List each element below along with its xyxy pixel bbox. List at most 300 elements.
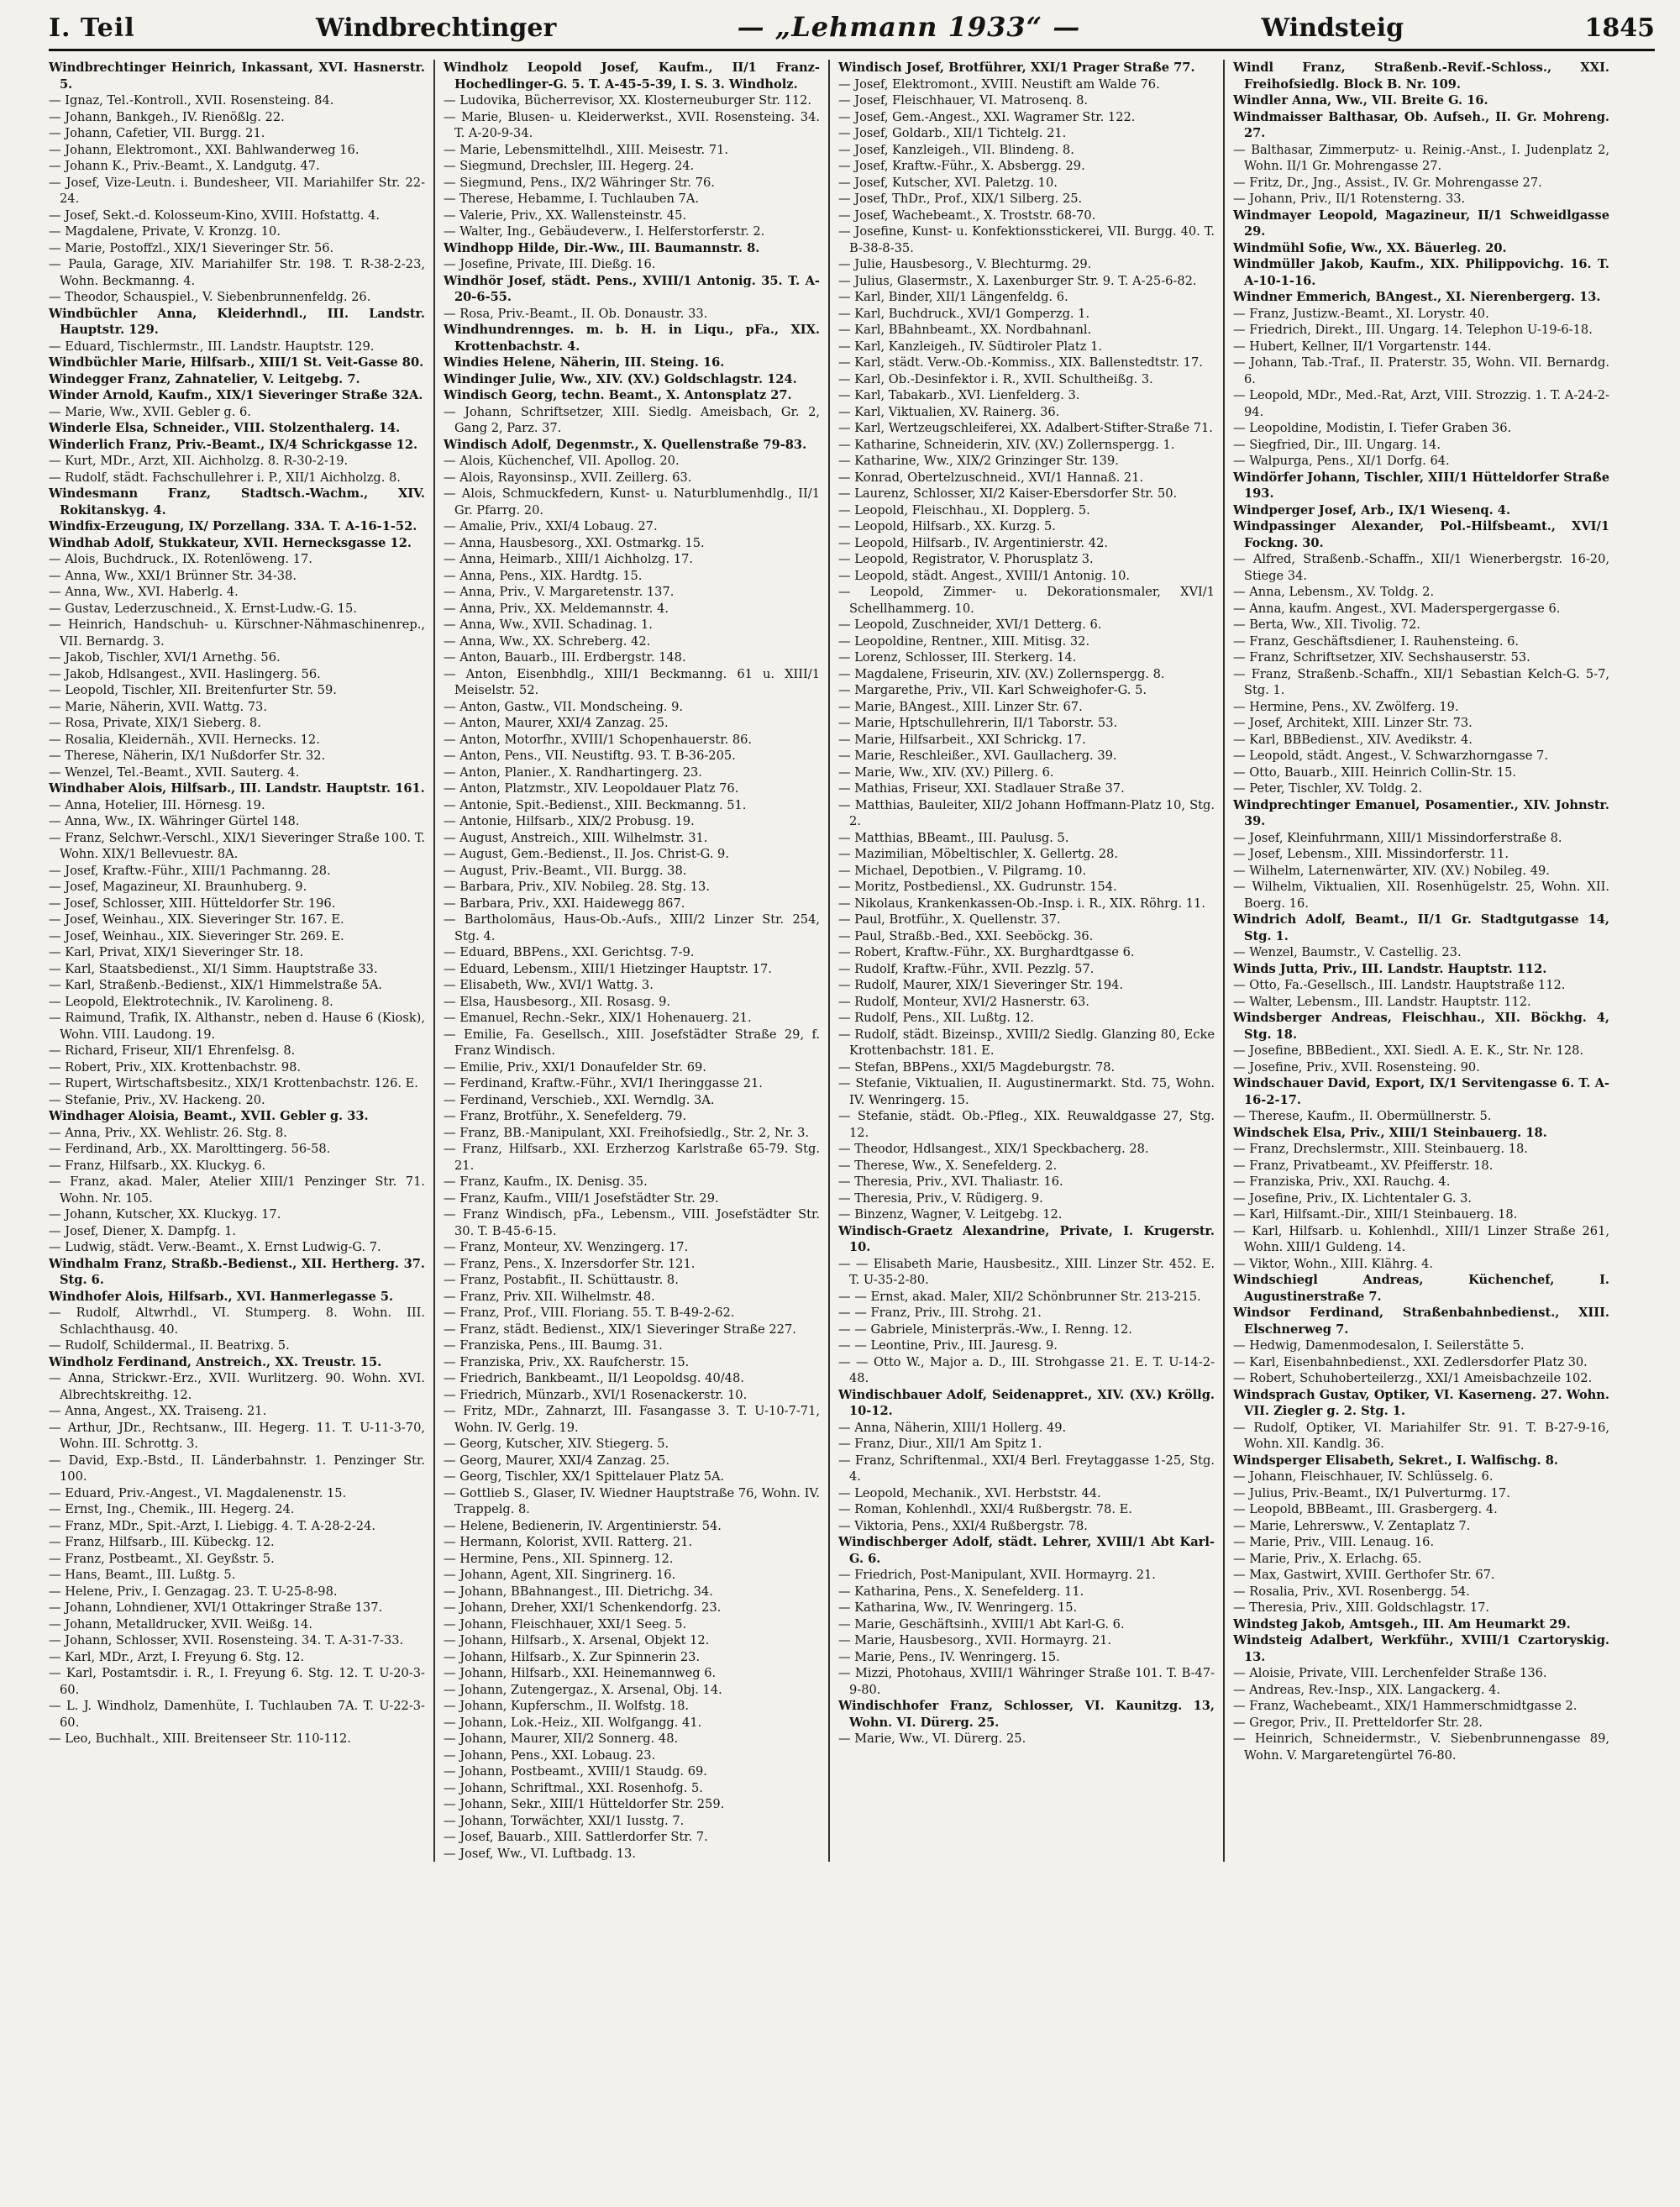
- directory-entry: — Anna, Priv., V. Margaretenstr. 137.: [444, 585, 675, 599]
- directory-entry: — Matthias, BBeamt., III. Paulusg. 5.: [838, 830, 1069, 845]
- directory-entry: — Mizzi, Photohaus, XVIII/1 Währinger Straße 101. T. B-47-9-80.: [838, 1666, 1215, 1697]
- directory-entry: Windbüchler Anna, Kleiderhndl., III. Landstr. Hauptstr. 129.: [49, 306, 425, 337]
- directory-entry: — Anton, Planier., X. Randhartingerg. 23.: [444, 765, 702, 780]
- directory-entry: — Josefine, BBBedient., XXI. Siedl. A. E. K., Str. Nr. 128.: [1233, 1043, 1584, 1058]
- directory-entry: — Helene, Priv., I. Genzagag. 23. T. U-25-8-98.: [49, 1584, 338, 1599]
- directory-entry: — Johann, Schriftmal., XXI. Rosenhofg. 5.: [444, 1780, 703, 1795]
- directory-entry: — Rudolf, Optiker, VI. Mariahilfer Str. 91. T. B-27-9-16, Wohn. XII. Kandlg. 36.: [1233, 1420, 1609, 1451]
- directory-entry: — August, Gem.-Bedienst., II. Jos. Christ-G. 9.: [444, 847, 729, 861]
- directory-entry: — Robert, Kraftw.-Führ., XX. Burghardtgasse 6.: [838, 945, 1135, 959]
- directory-entry: — Franz, BB.-Manipulant, XXI. Freihofsiedlg., Str. 2, Nr. 3.: [444, 1125, 810, 1140]
- directory-entry: — Friedrich, Bankbeamt., II/1 Leopoldsg. 40/48.: [444, 1371, 744, 1385]
- directory-entry: — Nikolaus, Krankenkassen-Ob.-Insp. i. R., XIX. Röhrg. 11.: [838, 896, 1205, 911]
- directory-entry: — Josef, Magazineur, XI. Braunhuberg. 9.: [49, 880, 307, 894]
- directory-entry: — — Otto W., Major a. D., III. Strohgasse 21. E. T. U-14-2-48.: [838, 1354, 1215, 1385]
- directory-entry: — Georg, Tischler, XX/1 Spittelauer Platz 5A.: [444, 1469, 725, 1484]
- directory-entry: — Josef, Sekt.-d. Kolosseum-Kino, XVIII. Hofstattg. 4.: [49, 208, 380, 223]
- directory-entry: — Stefanie, städt. Ob.-Pfleg., XIX. Reuwaldgasse 27, Stg. 12.: [838, 1109, 1215, 1140]
- directory-entry: — Theresia, Priv., V. Rüdigerg. 9.: [838, 1190, 1043, 1206]
- directory-entry: — Fritz, MDr., Zahnarzt, III. Fasangasse 3. T. U-10-7-71, Wohn. IV. Gerlg. 19.: [444, 1404, 820, 1435]
- directory-entry: — Leopold, städt. Angest., V. Schwarzhorngasse 7.: [1233, 749, 1548, 763]
- directory-entry: — Helene, Bedienerin, IV. Argentinierstr. 54.: [444, 1518, 722, 1533]
- directory-entry: — Johann, Postbeamt., XVIII/1 Staudg. 69.: [444, 1764, 707, 1779]
- directory-entry: — Franz, städt. Bedienst., XIX/1 Sieveringer Straße 227.: [444, 1322, 796, 1337]
- directory-entry: — Franz, Straßenb.-Schaffn., XII/1 Sebastian Kelch-G. 5-7, Stg. 1.: [1233, 666, 1609, 697]
- directory-entry: — Rudolf, Pens., XII. Lußtg. 12.: [838, 1011, 1034, 1025]
- directory-entry: Windprechtinger Emanuel, Posamentier., XIV. Johnstr. 39.: [1233, 797, 1609, 828]
- directory-entry: — Franz, Privatbeamt., XV. Pfeifferstr. 18.: [1233, 1158, 1494, 1173]
- directory-entry: — Josef, Vize-Leutn. i. Bundesheer, VII. Mariahilfer Str. 22-24.: [49, 175, 425, 206]
- directory-entry: Windschek Elsa, Priv., XIII/1 Steinbauerg. 18.: [1233, 1125, 1547, 1140]
- directory-entry: — Eduard, Lebensm., XIII/1 Hietzinger Hauptstr. 17.: [444, 961, 772, 976]
- directory-entry: Winderlich Franz, Priv.-Beamt., IX/4 Schrickgasse 12.: [49, 437, 418, 452]
- directory-entry: — Josef, Wachebeamt., X. Troststr. 68-70.: [838, 208, 1096, 223]
- directory-entry: — Josef, Diener, X. Dampfg. 1.: [49, 1223, 237, 1238]
- directory-entry: — Anna, Strickwr.-Erz., XVII. Wurlitzerg. 90. Wohn. XVI. Albrechtskreithg. 12.: [49, 1371, 425, 1402]
- directory-entry: — Katharina, Pens., X. Senefelderg. 11.: [838, 1584, 1084, 1599]
- directory-entry: — Karl, Kanzleigeh., IV. Südtiroler Platz 1.: [838, 339, 1102, 354]
- directory-entry: — Robert, Schuhoberteilerzg., XXI/1 Ameisbachzeile 102.: [1233, 1371, 1593, 1385]
- directory-entry: — Josef, Fleischhauer, VI. Matrosenq. 8.: [838, 93, 1089, 108]
- directory-entry: — Rudolf, städt. Fachschullehrer i. P., XII/1 Aichholzg. 8.: [49, 470, 401, 485]
- directory-entry: Windmayer Leopold, Magazineur, II/1 Schweidlgasse 29.: [1233, 208, 1609, 239]
- directory-entry: — Alois, Küchenchef, VII. Apollog. 20.: [444, 454, 680, 468]
- directory-entry: — Anna, Näherin, XIII/1 Hollerg. 49.: [838, 1420, 1067, 1435]
- directory-entry: — Theodor, Schauspiel., V. Siebenbrunnenfeldg. 26.: [49, 290, 371, 304]
- directory-entry: — Karl, Straßenb.-Bedienst., XIX/1 Himmelstraße 5A.: [49, 978, 382, 992]
- directory-entry: — Hubert, Kellner, II/1 Vorgartenstr. 144.: [1233, 339, 1492, 354]
- directory-entry: — Anton, Pens., VII. Neustiftg. 93. T. B-36-205.: [444, 749, 736, 763]
- directory-entry: — Anton, Platzmstr., XIV. Leopoldauer Platz 76.: [444, 781, 739, 796]
- directory-entry: — Karl, BBahnbeamt., XX. Nordbahnanl.: [838, 323, 1092, 337]
- directory-entry: — Josef, Schlosser, XIII. Hütteldorfer Str. 196.: [49, 896, 336, 911]
- directory-entry: — Georg, Maurer, XXI/4 Zanzag. 25.: [444, 1453, 670, 1468]
- directory-entry: — Anna, Ww., XX. Schreberg. 42.: [444, 633, 651, 649]
- directory-entry: — Johann, Lok.-Heiz., XII. Wolfgangg. 41.: [444, 1715, 702, 1730]
- directory-entry: — Wenzel, Baumstr., V. Castellig. 23.: [1233, 945, 1462, 959]
- directory-entry: — Johann, Kupferschm., II. Wolfstg. 18.: [444, 1699, 690, 1713]
- directory-entry: — Rudolf, Kraftw.-Führ., XVII. Pezzlg. 57.: [838, 961, 1095, 976]
- directory-entry: — Karl, städt. Verw.-Ob.-Kommiss., XIX. Ballenstedtstr. 17.: [838, 355, 1203, 370]
- directory-entry: — Josef, Kutscher, XVI. Paletzg. 10.: [838, 175, 1058, 190]
- directory-entry: — Rudolf, Maurer, XIX/1 Sieveringer Str. 194.: [838, 978, 1124, 992]
- directory-entry: — Marie, Priv., VIII. Lenaug. 16.: [1233, 1535, 1435, 1549]
- directory-entry: — Robert, Priv., XIX. Krottenbachstr. 98.: [49, 1059, 302, 1075]
- directory-entry: Windler Anna, Ww., VII. Breite G. 16.: [1233, 93, 1488, 108]
- directory-entry: — Katharine, Schneiderin, XIV. (XV.) Zollernspergg. 1.: [838, 437, 1175, 452]
- directory-entry: — Emilie, Priv., XXI/1 Donaufelder Str. 69.: [444, 1059, 706, 1075]
- directory-entry: — Karl, Buchdruck., XVI/1 Gomperzg. 1.: [838, 306, 1090, 321]
- header-title: — „Lehmann 1933“ —: [737, 11, 1081, 43]
- directory-entry: — Leopoldine, Modistin, I. Tiefer Graben 36.: [1233, 421, 1512, 435]
- directory-entry: — Anton, Gastw., VII. Mondscheing. 9.: [444, 699, 684, 714]
- directory-entry: — Johann, Schlosser, XVII. Rosensteing. 34. T. A-31-7-33.: [49, 1633, 404, 1647]
- directory-entry: — Franz Windisch, pFa., Lebensm., VIII. Josefstädter Str. 30. T. B-45-6-15.: [444, 1207, 820, 1238]
- directory-entry: — Magdalene, Private, V. Kronzg. 10.: [49, 224, 281, 239]
- directory-entry: — Franz, MDr., Spit.-Arzt, I. Liebigg. 4. T. A-28-2-24.: [49, 1518, 375, 1533]
- directory-entry: — Anna, Pens., XIX. Hardtg. 15.: [444, 568, 643, 583]
- directory-entry: — Georg, Kutscher, XIV. Stiegerg. 5.: [444, 1437, 669, 1451]
- directory-entry: — Antonie, Spit.-Bedienst., XIII. Beckmanng. 51.: [444, 797, 747, 812]
- directory-entry: Windholz Ferdinand, Anstreich., XX. Treustr. 15.: [49, 1354, 382, 1369]
- directory-entry: — Gustav, Lederzuschneid., X. Ernst-Ludw.-G. 15.: [49, 601, 357, 616]
- directory-entry: Windhab Adolf, Stukkateur, XVII. Hernecksgasse 12.: [49, 535, 412, 550]
- directory-entry: — Eduard, Tischlermstr., III. Landstr. Hauptstr. 129.: [49, 339, 375, 354]
- directory-entry: — Theresia, Priv., XVI. Thaliastr. 16.: [838, 1174, 1063, 1189]
- directory-entry: — Johann, Dreher, XXI/1 Schenkendorfg. 23.: [444, 1600, 722, 1615]
- directory-entry: — Anna, Ww., IX. Währinger Gürtel 148.: [49, 814, 300, 828]
- directory-entry: Windner Emmerich, BAngest., XI. Nierenbergerg. 13.: [1233, 290, 1601, 304]
- directory-entry: — Franz, Hilfsarb., XXI. Erzherzog Karlstraße 65-79. Stg. 21.: [444, 1142, 820, 1173]
- directory-entry: — Roman, Kohlenhdl., XXI/4 Rußbergstr. 78. E.: [838, 1502, 1132, 1516]
- directory-entry: — Anna, Hausbesorg., XXI. Ostmarkg. 15.: [444, 535, 705, 550]
- directory-entry: — Jakob, Tischler, XVI/1 Arnethg. 56.: [49, 650, 281, 665]
- directory-entry: — Anna, Angest., XX. Traiseng. 21.: [49, 1404, 267, 1418]
- directory-entry: — Franz, Postbeamt., XI. Geyßstr. 5.: [49, 1551, 275, 1566]
- column-3: [838, 60, 1215, 1862]
- directory-entry: — Franz, Geschäftsdiener, I. Rauhensteing. 6.: [1233, 633, 1520, 649]
- directory-entry: — Julius, Priv.-Beamt., IX/1 Pulverturmg. 17.: [1233, 1485, 1510, 1500]
- directory-entry: Windhör Josef, städt. Pens., XVIII/1 Antonig. 35. T. A-20-6-55.: [444, 273, 820, 304]
- directory-entry: — Josef, ThDr., Prof., XIX/1 Silberg. 25.: [838, 192, 1083, 206]
- directory-entry: — Bartholomäus, Haus-Ob.-Aufs., XIII/2 Linzer Str. 254, Stg. 4.: [444, 912, 820, 943]
- directory-entry: — Magdalene, Friseurin, XIV. (XV.) Zollernspergg. 8.: [838, 666, 1165, 681]
- directory-entry: — Anna, Heimarb., XIII/1 Aichholzg. 17.: [444, 552, 694, 566]
- directory-entry: — — Franz, Priv., III. Strohg. 21.: [838, 1306, 1042, 1320]
- directory-entry: — Alois, Buchdruck., IX. Rotenlöweng. 17.: [49, 552, 312, 566]
- directory-entry: Windisch Georg, techn. Beamt., X. Antonsplatz 27.: [444, 388, 792, 402]
- directory-entry: — Karl, Binder, XII/1 Längenfeldg. 6.: [838, 290, 1068, 304]
- directory-entry: — Karl, Postamtsdir. i. R., I. Freyung 6. Stg. 12. T. U-20-3-60.: [49, 1666, 425, 1697]
- directory-entry: — Anna, Ww., XXI/1 Brünner Str. 34-38.: [49, 568, 297, 583]
- directory-entry: — Johann, Bankgeh., IV. Rienößlg. 22.: [49, 109, 285, 124]
- directory-entry: Windisch Josef, Brotführer, XXI/1 Prager Straße 77.: [838, 60, 1195, 75]
- directory-entry: — Franz, Drechslermstr., XIII. Steinbauerg. 18.: [1233, 1142, 1528, 1156]
- directory-entry: — Franz, Postabfit., II. Schüttaustr. 8.: [444, 1273, 679, 1287]
- directory-entry: — Stefanie, Viktualien, II. Augustinermarkt. Std. 75, Wohn. IV. Wenringerg. 15.: [838, 1076, 1215, 1107]
- directory-entry: — Franz, Hilfsarb., III. Kübeckg. 12.: [49, 1535, 275, 1549]
- directory-entry: — Rudolf, Schildermal., II. Beatrixg. 5.: [49, 1338, 290, 1353]
- directory-entry: — Wenzel, Tel.-Beamt., XVII. Sauterg. 4.: [49, 765, 300, 780]
- directory-entry: — Josef, Goldarb., XII/1 Tichtelg. 21.: [838, 126, 1067, 140]
- directory-entry: — Franz, Priv. XII. Wilhelmstr. 48.: [444, 1289, 655, 1304]
- directory-entry: — Anton, Maurer, XXI/4 Zanzag. 25.: [444, 716, 669, 730]
- header-left-keyword: Windbrechtinger: [316, 13, 557, 43]
- directory-entry: Windhofer Alois, Hilfsarb., XVI. Hanmerlegasse 5.: [49, 1289, 394, 1304]
- directory-entry: — Anna, Priv., XX. Meldemannstr. 4.: [444, 601, 669, 616]
- directory-entry: — Franz, Hilfsarb., XX. Kluckyg. 6.: [49, 1158, 266, 1173]
- directory-entry: — Therese, Kaufm., II. Obermüllnerstr. 5.: [1233, 1109, 1492, 1123]
- directory-entry: — Rudolf, Monteur, XVI/2 Hasnerstr. 63.: [838, 994, 1089, 1009]
- directory-entry: — Leopold, Zuschneider, XVI/1 Detterg. 6.: [838, 617, 1102, 632]
- directory-entry: — Johann, Tab.-Traf., II. Praterstr. 35, Wohn. VII. Bernardg. 6.: [1233, 355, 1609, 386]
- directory-entry: — Eduard, Priv.-Angest., VI. Magdalenenstr. 15.: [49, 1485, 347, 1500]
- directory-entry: — Johann K., Priv.-Beamt., X. Landgutg. 47.: [49, 159, 320, 173]
- directory-entry: — Johann, Maurer, XII/2 Sonnerg. 48.: [444, 1731, 679, 1746]
- directory-entry: — Leopold, Hilfsarb., XX. Kurzg. 5.: [838, 519, 1056, 533]
- directory-entry: — Johann, Priv., II/1 Rotensterng. 33.: [1233, 192, 1466, 206]
- directory-entry: — Marie, BAngest., XIII. Linzer Str. 67.: [838, 699, 1083, 714]
- directory-entry: — Marie, Ww., XVII. Gebler g. 6.: [49, 404, 251, 419]
- directory-entry: — Kurt, MDr., Arzt, XII. Aichholzg. 8. R-30-2-19.: [49, 454, 349, 468]
- directory-entry: — Peter, Tischler, XV. Toldg. 2.: [1233, 781, 1423, 796]
- directory-entry: — Wilhelm, Viktualien, XII. Rosenhügelstr. 25, Wohn. XII. Boerg. 16.: [1233, 880, 1609, 911]
- directory-entry: — Anna, Hotelier, III. Hörnesg. 19.: [49, 797, 265, 812]
- directory-entry: Windischberger Adolf, städt. Lehrer, XVIII/1 Abt Karl-G. 6.: [838, 1535, 1215, 1566]
- directory-entry: — Marie, Pens., IV. Wenringerg. 15.: [838, 1649, 1060, 1664]
- directory-entry: — Marie, Ww., VI. Dürerg. 25.: [838, 1731, 1026, 1746]
- directory-entry: — Karl, Viktualien, XV. Rainerg. 36.: [838, 404, 1060, 419]
- directory-entry: — Johann, Torwächter, XXI/1 Iusstg. 7.: [444, 1813, 685, 1828]
- directory-entry: — David, Exp.-Bstd., II. Länderbahnstr. 1. Penzinger Str. 100.: [49, 1453, 425, 1484]
- directory-entry: — Siegmund, Pens., IX/2 Währinger Str. 76.: [444, 175, 715, 190]
- directory-entry: — Johann, Pens., XXI. Lobaug. 23.: [444, 1747, 656, 1763]
- directory-entry: — Paul, Brotführ., X. Quellenstr. 37.: [838, 912, 1061, 927]
- directory-entry: — Fritz, Dr., Jng., Assist., IV. Gr. Mohrengasse 27.: [1233, 175, 1542, 190]
- directory-entry: — Anton, Eisenbhdlg., XIII/1 Beckmanng. 61 u. XIII/1 Meiselstr. 52.: [444, 666, 820, 697]
- page-number: 1845: [1584, 13, 1655, 43]
- directory-entry: — August, Anstreich., XIII. Wilhelmstr. 31.: [444, 830, 708, 845]
- directory-entry: Windhaber Alois, Hilfsarb., III. Landstr. Hauptstr. 161.: [49, 781, 425, 796]
- directory-entry: — Richard, Friseur, XII/1 Ehrenfelsg. 8.: [49, 1043, 296, 1058]
- directory-entry: — Karl, Eisenbahnbedienst., XXI. Zedlersdorfer Platz 30.: [1233, 1354, 1588, 1369]
- directory-entry: Winder Arnold, Kaufm., XIX/1 Sieveringer Straße 32A.: [49, 388, 423, 402]
- directory-entry: — Leopold, BBBeamt., III. Grasbergerg. 4.: [1233, 1502, 1498, 1516]
- directory-entry: — Elisabeth, Ww., XVI/1 Wattg. 3.: [444, 978, 654, 992]
- directory-entry: — Johann, Lohndiener, XVI/1 Ottakringer Straße 137.: [49, 1600, 383, 1615]
- directory-entry: — Hermann, Kolorist, XVII. Ratterg. 21.: [444, 1535, 693, 1549]
- directory-entry: Windhager Aloisia, Beamt., XVII. Gebler g. 33.: [49, 1109, 369, 1123]
- directory-entry: — Johann, Hilfsarb., X. Zur Spinnerin 23.: [444, 1649, 701, 1664]
- directory-entry: Windhopp Hilde, Dir.-Ww., III. Baumannstr. 8.: [444, 240, 760, 255]
- header-right-keyword: Windsteig: [1261, 13, 1404, 43]
- directory-entry: Windsperger Elisabeth, Sekret., I. Walfischg. 8.: [1233, 1453, 1558, 1468]
- directory-entry: — Josef, Gem.-Angest., XXI. Wagramer Str. 122.: [838, 109, 1136, 124]
- directory-entry: — Karl, Hilfsamt.-Dir., XIII/1 Steinbauerg. 18.: [1233, 1207, 1518, 1222]
- directory-entry: — Therese, Näherin, IX/1 Nußdorfer Str. 32.: [49, 749, 326, 763]
- directory-entry: — Johann, Metalldrucker, XVII. Weißg. 14.: [49, 1616, 312, 1632]
- directory-entry: — Julie, Hausbesorg., V. Blechturmg. 29.: [838, 257, 1092, 271]
- directory-entry: — Josef, Kraftw.-Führ., XIII/1 Pachmanng. 28.: [49, 863, 331, 878]
- directory-entry: — Josef, Kraftw.-Führ., X. Absbergg. 29.: [838, 159, 1085, 173]
- directory-entry: — Franz, Kaufm., IX. Denisg. 35.: [444, 1174, 648, 1189]
- directory-entry: — Johann, Zutengergaz., X. Arsenal, Obj. 14.: [444, 1682, 722, 1697]
- directory-entry: Windsteig Adalbert, Werkführ., XVIII/1 Czartoryskig. 13.: [1233, 1633, 1609, 1664]
- directory-entry: — Marie, Geschäftsinh., XVIII/1 Abt Karl-G. 6.: [838, 1616, 1125, 1632]
- directory-entry: — Johann, Elektromont., XXI. Bahlwanderweg 16.: [49, 142, 360, 157]
- directory-entry: — Franz, Prof., VIII. Floriang. 55. T. B-49-2-62.: [444, 1306, 735, 1320]
- directory-entry: — Hermine, Pens., XV. Zwölferg. 19.: [1233, 699, 1459, 714]
- directory-entry: — Marie, Hausbesorg., XVII. Hormayrg. 21.: [838, 1633, 1112, 1647]
- directory-entry: — Max, Gastwirt, XVIII. Gerthofer Str. 67.: [1233, 1568, 1495, 1582]
- directory-entry: — Walter, Lebensm., III. Landstr. Hauptstr. 112.: [1233, 994, 1531, 1009]
- directory-entry: — Marie, Hptschullehrerin, II/1 Taborstr. 53.: [838, 716, 1118, 730]
- directory-entry: — Karl, Staatsbedienst., XI/1 Simm. Hauptstraße 33.: [49, 961, 378, 976]
- directory-entry: — Leo, Buchhalt., XIII. Breitenseer Str. 110-112.: [49, 1731, 351, 1746]
- directory-entry: Windsor Ferdinand, Straßenbahnbedienst., XIII. Elschnerweg 7.: [1233, 1306, 1609, 1337]
- directory-entry: — Otto, Bauarb., XIII. Heinrich Collin-Str. 15.: [1233, 765, 1517, 780]
- directory-entry: Windsteg Jakob, Amtsgeh., III. Am Heumarkt 29.: [1233, 1616, 1571, 1632]
- directory-entry: — Rudolf, Altwrhdl., VI. Stumperg. 8. Wohn. III. Schlachthausg. 40.: [49, 1306, 425, 1337]
- directory-entry: Windmaisser Balthasar, Ob. Aufseh., II. Gr. Mohreng. 27.: [1233, 109, 1609, 140]
- directory-entry: Windpassinger Alexander, Pol.-Hilfsbeamt., XVI/1 Fockng. 30.: [1233, 519, 1609, 550]
- directory-entry: — Lorenz, Schlosser, III. Sterkerg. 14.: [838, 650, 1077, 665]
- directory-entry: — Rosalia, Kleidernäh., XVII. Hernecks. 12.: [49, 732, 320, 747]
- directory-entry: — Laurenz, Schlosser, XI/2 Kaiser-Ebersdorfer Str. 50.: [838, 486, 1178, 501]
- directory-entry: — Leopold, Registrator, V. Phorusplatz 3.: [838, 552, 1094, 566]
- directory-entry: — Josefine, Private, III. Dießg. 16.: [444, 257, 656, 271]
- directory-entry: — Franz, Justizw.-Beamt., XI. Lorystr. 40.: [1233, 306, 1489, 321]
- directory-entry: — Viktoria, Pens., XXI/4 Rußbergstr. 78.: [838, 1518, 1088, 1533]
- directory-entry: Windbüchler Marie, Hilfsarb., XIII/1 St. Veit-Gasse 80.: [49, 355, 424, 370]
- directory-entry: — Anton, Bauarb., III. Erdbergstr. 148.: [444, 650, 686, 665]
- directory-entry: — Franz, Selchwr.-Verschl., XIX/1 Sieveringer Straße 100. T. Wohn. XIX/1 Bellevuestr. 8A.: [49, 830, 425, 861]
- page-header: [49, 8, 1655, 51]
- directory-entry: — Johann, Schriftsetzer, XIII. Siedlg. Ameisbach, Gr. 2, Gang 2, Parz. 37.: [444, 404, 820, 435]
- directory-entry: — Aloisie, Private, VIII. Lerchenfelder Straße 136.: [1233, 1666, 1547, 1680]
- directory-entry: — Johann, Cafetier, VII. Burgg. 21.: [49, 126, 265, 140]
- directory-entry: — Stefanie, Priv., XV. Hackeng. 20.: [49, 1092, 265, 1107]
- directory-entry: — Emanuel, Rechn.-Sekr., XIX/1 Hohenauerg. 21.: [444, 1011, 752, 1025]
- directory-entry: — Moritz, Postbediensl., XX. Gudrunstr. 154.: [838, 880, 1117, 894]
- directory-entry: — Siegfried, Dir., III. Ungarg. 14.: [1233, 437, 1441, 452]
- directory-entry: — Balthasar, Zimmerputz- u. Reinig.-Anst., I. Judenplatz 2, Wohn. II/1 Gr. Mohrengasse 27.: [1233, 142, 1609, 173]
- directory-entry: Windisch Adolf, Degenmstr., X. Quellenstraße 79-83.: [444, 437, 807, 452]
- directory-entry: — Theodor, Hdlsangest., XIX/1 Speckbacherg. 28.: [838, 1142, 1149, 1156]
- directory-entry: Windperger Josef, Arb., IX/1 Wiesenq. 4.: [1233, 502, 1511, 518]
- directory-entry: — Franz, Brotführ., X. Senefelderg. 79.: [444, 1109, 687, 1123]
- directory-entry: — Katharine, Ww., XIX/2 Grinzinger Str. 139.: [838, 454, 1119, 468]
- directory-entry: — Paul, Straßb.-Bed., XXI. Seeböckg. 36.: [838, 928, 1094, 943]
- directory-entry: — Anna, Ww., XVI. Haberlg. 4.: [49, 585, 239, 599]
- directory-entry: — Rupert, Wirtschaftsbesitz., XIX/1 Krottenbachstr. 126. E.: [49, 1076, 418, 1090]
- column-4: [1233, 60, 1609, 1862]
- directory-entry: Windhundrennges. m. b. H. in Liqu., pFa., XIX. Krottenbachstr. 4.: [444, 323, 820, 354]
- directory-entry: — Rosa, Private, XIX/1 Sieberg. 8.: [49, 716, 261, 730]
- directory-entry: — Ernst, Ing., Chemik., III. Hegerg. 24.: [49, 1502, 295, 1516]
- directory-entry: — Johann, Fleischhauer, IV. Schlüsselg. 6.: [1233, 1469, 1494, 1484]
- directory-entry: — Leopold, MDr., Med.-Rat, Arzt, VIII. Strozzig. 1. T. A-24-2-94.: [1233, 388, 1609, 419]
- directory-entry: Windhalm Franz, Straßb.-Bedienst., XII. Hertherg. 37. Stg. 6.: [49, 1256, 425, 1287]
- column-2: [444, 60, 820, 1862]
- directory-entry: Windbrechtinger Heinrich, Inkassant, XVI. Hasnerstr. 5.: [49, 60, 425, 92]
- directory-entry: Windmühl Sofie, Ww., XX. Bäuerleg. 20.: [1233, 240, 1507, 255]
- directory-entry: — Ferdinand, Verschieb., XXI. Werndlg. 3A.: [444, 1092, 715, 1107]
- directory-entry: — Therese, Ww., X. Senefelderg. 2.: [838, 1158, 1058, 1173]
- directory-entry: — Josef, Weinhau., XIX. Sieveringer Str. 167. E.: [49, 912, 344, 927]
- directory-entry: — Ignaz, Tel.-Kontroll., XVII. Rosensteing. 84.: [49, 93, 334, 108]
- directory-entry: — Leopold, städt. Angest., XVIII/1 Antonig. 10.: [838, 568, 1131, 583]
- directory-entry: — Marie, Priv., X. Erlachg. 65.: [1233, 1551, 1422, 1566]
- directory-entry: — Franz, Diur., XII/1 Am Spitz 1.: [838, 1437, 1042, 1451]
- directory-entry: — Wilhelm, Laternenwärter, XIV. (XV.) Nobileg. 49.: [1233, 863, 1550, 878]
- directory-entry: Windies Helene, Näherin, III. Steing. 16.: [444, 355, 725, 370]
- directory-entry: — Therese, Hebamme, I. Tuchlauben 7A.: [444, 192, 700, 206]
- directory-entry: — Karl, Hilfsarb. u. Kohlenhdl., XIII/1 Linzer Straße 261, Wohn. XIII/1 Guldeng. 14.: [1233, 1223, 1609, 1254]
- directory-entry: — Johann, Kutscher, XX. Kluckyg. 17.: [49, 1207, 281, 1222]
- directory-entry: — Elsa, Hausbesorg., XII. Rosasg. 9.: [444, 994, 671, 1009]
- directory-entry: — Margarethe, Priv., VII. Karl Schweighofer-G. 5.: [838, 683, 1147, 697]
- directory-entry: — Karl, Ob.-Desinfektor i. R., XVII. Schultheißg. 3.: [838, 371, 1153, 386]
- directory-entry: — Michael, Depotbien., V. Pilgramg. 10.: [838, 863, 1087, 878]
- directory-entry: — Friedrich, Post-Manipulant, XVII. Hormayrg. 21.: [838, 1568, 1156, 1582]
- directory-entry: — Josef, Ww., VI. Luftbadg. 13.: [444, 1846, 636, 1861]
- directory-entry: — Alois, Rayonsinsp., XVII. Zeillerg. 63.: [444, 470, 692, 485]
- directory-entry: — Marie, Lehrersww., V. Zentaplatz 7.: [1233, 1518, 1471, 1533]
- directory-entry: — Matthias, Bauleiter, XII/2 Johann Hoffmann-Platz 10, Stg. 2.: [838, 797, 1215, 828]
- directory-entry: — Antonie, Hilfsarb., XIX/2 Probusg. 19.: [444, 814, 695, 828]
- directory-entry: — Berta, Ww., XII. Tivolig. 72.: [1233, 617, 1420, 632]
- directory-entry: Windfix-Erzeugung, IX/ Porzellang. 33A. T. A-16-1-52.: [49, 519, 417, 533]
- directory-entry: — Ludovika, Bücherrevisor, XX. Klosterneuburger Str. 112.: [444, 93, 812, 108]
- directory-entry: — Arthur, JDr., Rechtsanw., III. Hegerg. 11. T. U-11-3-70, Wohn. III. Schrottg. 3.: [49, 1420, 425, 1451]
- directory-entry: — Otto, Fa.-Gesellsch., III. Landstr. Hauptstraße 112.: [1233, 978, 1566, 992]
- directory-entry: — Emilie, Fa. Gesellsch., XIII. Josefstädter Straße 29, f. Franz Windisch.: [444, 1027, 820, 1058]
- directory-entry: Windisch-Graetz Alexandrine, Private, I. Krugerstr. 10.: [838, 1223, 1215, 1254]
- directory-entry: — Jakob, Hdlsangest., XVII. Haslingerg. 56.: [49, 666, 321, 681]
- directory-entry: — Alfred, Straßenb.-Schaffn., XII/1 Wienerbergstr. 16-20, Stiege 34.: [1233, 552, 1609, 583]
- directory-entry: Windegger Franz, Zahnatelier, V. Leitgebg. 7.: [49, 371, 360, 386]
- directory-entry: Windsberger Andreas, Fleischhau., XII. Böckhg. 4, Stg. 18.: [1233, 1011, 1609, 1042]
- directory-entry: — Marie, Reschleißer., XVI. Gaullacherg. 39.: [838, 749, 1117, 763]
- directory-entry: — Josefine, Kunst- u. Konfektionsstickerei, VII. Burgg. 40. T. B-38-8-35.: [838, 224, 1215, 255]
- directory-entry: — — Gabriele, Ministerpräs.-Ww., I. Renng. 12.: [838, 1322, 1132, 1337]
- directory-entry: — Hermine, Pens., XII. Spinnerg. 12.: [444, 1551, 674, 1566]
- directory-entry: Windischbauer Adolf, Seidenappret., XIV. (XV.) Kröllg. 10-12.: [838, 1387, 1215, 1418]
- directory-entry: — Karl, Wertzeugschleiferei, XX. Adalbert-Stifter-Straße 71.: [838, 421, 1213, 435]
- directory-entry: — Anna, Ww., XVII. Schadinag. 1.: [444, 617, 653, 632]
- directory-entry: — Ferdinand, Arb., XX. Marolttingerg. 56-58.: [49, 1142, 331, 1156]
- directory-entry: — Anton, Motorfhr., XVIII/1 Schopenhauerstr. 86.: [444, 732, 753, 747]
- directory-entry: — Marie, Ww., XIV. (XV.) Pillerg. 6.: [838, 765, 1054, 780]
- directory-entry: — Franziska, Priv., XXI. Rauchg. 4.: [1233, 1174, 1451, 1189]
- directory-entry: Winderle Elsa, Schneider., VIII. Stolzenthalerg. 14.: [49, 421, 401, 435]
- directory-entry: — Josef, Lebensm., XIII. Missindorferstr. 11.: [1233, 847, 1509, 861]
- directory-entry: — August, Priv.-Beamt., VII. Burgg. 38.: [444, 863, 687, 878]
- directory-entry: — Mathias, Friseur, XXI. Stadlauer Straße 37.: [838, 781, 1125, 796]
- directory-entry: Windesmann Franz, Stadtsch.-Wachm., XIV. Rokitanskyg. 4.: [49, 486, 425, 518]
- directory-entry: Windsprach Gustav, Optiker, VI. Kaserneng. 27. Wohn. VII. Ziegler g. 2. Stg. 1.: [1233, 1387, 1609, 1418]
- directory-entry: — Franz, Schriftenmal., XXI/4 Berl. Freytaggasse 1-25, Stg. 4.: [838, 1453, 1215, 1484]
- directory-entry: — Viktor, Wohn., XIII. Klährg. 4.: [1233, 1256, 1433, 1271]
- directory-entry: Windinger Julie, Ww., XIV. (XV.) Goldschlagstr. 124.: [444, 371, 797, 386]
- directory-entry: — Rudolf, städt. Bizeinsp., XVIII/2 Siedlg. Glanzing 80, Ecke Krottenbachstr. 181. E.: [838, 1027, 1215, 1058]
- directory-entry: — Franziska, Priv., XX. Raufcherstr. 15.: [444, 1354, 690, 1369]
- directory-entry: — — Elisabeth Marie, Hausbesitz., XIII. Linzer Str. 452. E. T. U-35-2-80.: [838, 1256, 1215, 1287]
- directory-entry: — Johann, Agent, XII. Singrinerg. 16.: [444, 1568, 676, 1582]
- directory-entry: — Gregor, Priv., II. Pretteldorfer Str. 28.: [1233, 1715, 1483, 1730]
- column-1: [49, 60, 425, 1862]
- directory-entry: — Marie, Lebensmittelhdl., XIII. Meisestr. 71.: [444, 142, 729, 157]
- directory-entry: — Johann, Fleischhauer, XXI/1 Seeg. 5.: [444, 1616, 687, 1632]
- listing-columns: [49, 60, 1655, 1862]
- directory-entry: — Rosalia, Priv., XVI. Rosenbergg. 54.: [1233, 1584, 1470, 1599]
- directory-entry: — Barbara, Priv., XIV. Nobileg. 28. Stg. 13.: [444, 880, 710, 894]
- directory-entry: — Valerie, Priv., XX. Wallensteinstr. 45.: [444, 208, 687, 223]
- directory-entry: Windmüller Jakob, Kaufm., XIX. Philippovichg. 16. T. A-10-1-16.: [1233, 257, 1609, 288]
- directory-entry: — Johann, BBahnangest., III. Dietrichg. 34.: [444, 1584, 713, 1599]
- directory-entry: — Josefine, Priv., IX. Lichtentaler G. 3.: [1233, 1190, 1473, 1206]
- directory-entry: — Leopold, Zimmer- u. Dekorationsmaler, XVI/1 Schellhammerg. 10.: [838, 585, 1215, 616]
- directory-entry: — Josef, Weinhau., XIX. Sieveringer Str. 269. E.: [49, 928, 344, 943]
- directory-entry: — Franz, Pens., X. Inzersdorfer Str. 121.: [444, 1256, 696, 1271]
- directory-entry: — Stefan, BBPens., XXI/5 Magdeburgstr. 78.: [838, 1059, 1116, 1075]
- directory-entry: — Heinrich, Schneidermstr., V. Siebenbrunnengasse 89, Wohn. V. Margaretengürtel 76-80.: [1233, 1731, 1609, 1763]
- directory-entry: — Karl, Privat, XIX/1 Sieveringer Str. 18.: [49, 945, 304, 959]
- directory-entry: — Karl, Tabakarb., XVI. Lienfelderg. 3.: [838, 388, 1080, 402]
- directory-entry: — Franziska, Pens., III. Baumg. 31.: [444, 1338, 663, 1353]
- directory-entry: — Leopold, Mechanik., XVI. Herbststr. 44.: [838, 1485, 1101, 1500]
